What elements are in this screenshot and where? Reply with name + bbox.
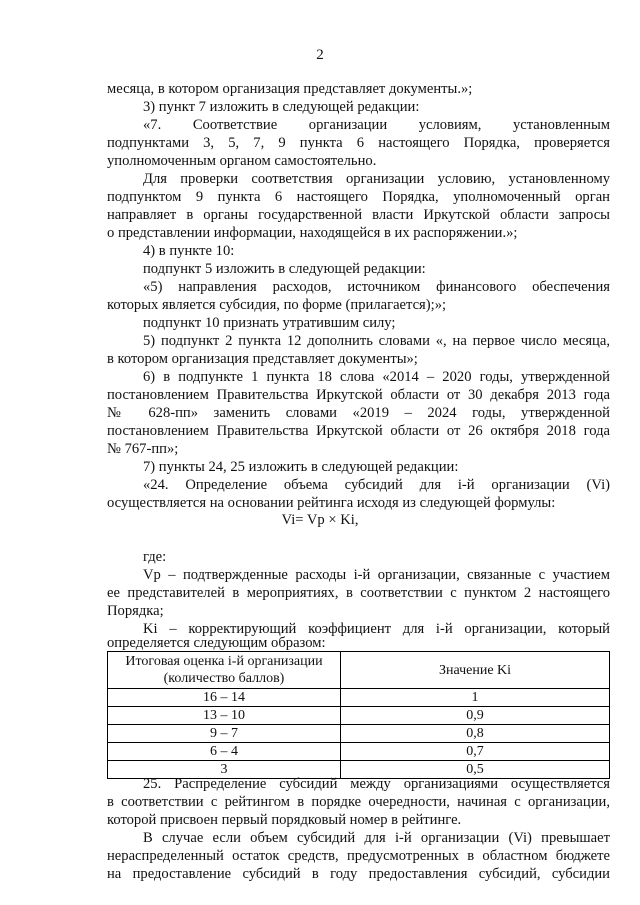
text-line: месяца, в котором организация представляет документы.»;	[107, 81, 473, 97]
table-cell-value: 1	[341, 689, 610, 707]
text-line: № 628-пп» заменить словами «2019 – 2024 годы, утвержденной	[107, 405, 610, 421]
text-line: постановлением Правительства Иркутской области от 26 октября 2018 года	[107, 423, 610, 439]
text-line: подпункт 10 признать утратившим силу;	[143, 315, 396, 331]
text-line: Порядка;	[107, 603, 164, 619]
table-cell-score: 13 – 10	[108, 707, 341, 725]
table-cell-score: 3	[108, 761, 341, 779]
table-cell-value: 0,9	[341, 707, 610, 725]
text-line: которых является субсидия, по форме (прилагается);»;	[107, 297, 447, 313]
table-row	[108, 707, 610, 725]
text-line: 25. Распределение субсидий между организациями осуществляется	[143, 776, 610, 792]
text-line: подпунктами 3, 5, 7, 9 пункта 6 настоящего Порядка, проверяется	[107, 135, 610, 151]
text-line: Для проверки соответствия организации условию, установленному	[143, 171, 610, 187]
coefficient-table	[107, 651, 610, 779]
table-cell-score: 6 – 4	[108, 743, 341, 761]
page-number: 2	[316, 47, 324, 63]
text-line: которой присвоен первый порядковый номер в рейтинге.	[107, 812, 462, 828]
text-line: определяется следующим образом:	[107, 635, 326, 651]
table-cell-value: 0,7	[341, 743, 610, 761]
text-line: 4) в пункте 10:	[143, 243, 235, 259]
text-line: о представлении информации, находящейся в их распоряжении.»;	[107, 225, 518, 241]
text-line: где:	[143, 549, 167, 565]
table-header-score-line1: Итоговая оценка i-й организации	[125, 654, 323, 669]
table-header-score-line2: (количество баллов)	[163, 671, 285, 686]
text-line: 6) в подпункте 1 пункта 18 слова «2014 – 2020 годы, утвержденной	[143, 369, 610, 385]
table-header-value: Значение Ki	[341, 652, 610, 689]
text-line: осуществляется на основании рейтинга исходя из следующей формулы:	[107, 495, 556, 511]
text-line: Ki – корректирующий коэффициент для i-й организации, который	[143, 621, 610, 637]
table-row	[108, 689, 610, 707]
text-line: направляет в органы государственной власти Иркутской области запросы	[107, 207, 610, 223]
text-line: в котором организация представляет документы»;	[107, 351, 418, 367]
text-line: Vp – подтвержденные расходы i-й организации, связанные с участием	[143, 567, 610, 583]
text-line: «24. Определение объема субсидий для i-й организации (Vi)	[143, 477, 610, 493]
text-line: уполномоченным органом самостоятельно.	[107, 153, 377, 169]
text-line: «7. Соответствие организации условиям, установленным	[143, 117, 610, 133]
table-header-score	[108, 652, 341, 689]
text-line: 7) пункты 24, 25 изложить в следующей редакции:	[143, 459, 459, 475]
text-line: ее представителей в мероприятиях, в соответствии с пунктом 2 настоящего	[107, 585, 610, 601]
text-line: подпункт 5 изложить в следующей редакции:	[143, 261, 426, 277]
text-line: подпунктом 9 пункта 6 настоящего Порядка, уполномоченный орган	[107, 189, 610, 205]
table-cell-score: 16 – 14	[108, 689, 341, 707]
formula: Vi= Vp × Ki,	[281, 512, 359, 528]
text-line: в соответствии с рейтингом в порядке очередности, начиная с организации,	[107, 794, 610, 810]
text-line: В случае если объем субсидий для i-й организации (Vi) превышает	[143, 830, 610, 846]
table-row	[108, 725, 610, 743]
text-line: нераспределенный остаток средств, предусмотренных в областном бюджете	[107, 848, 610, 864]
text-line: № 767-пп»;	[107, 441, 179, 457]
table-cell-value: 0,5	[341, 761, 610, 779]
text-line: «5) направления расходов, источником финансового обеспечения	[143, 279, 610, 295]
text-line: на предоставление субсидий в году предоставления субсидий, субсидии	[107, 866, 610, 882]
text-line: 3) пункт 7 изложить в следующей редакции:	[143, 99, 420, 115]
text-line: 5) подпункт 2 пункта 12 дополнить словами «, на первое число месяца,	[143, 333, 610, 349]
table-header-row	[108, 652, 610, 689]
text-line: постановлением Правительства Иркутской области от 30 декабря 2013 года	[107, 387, 610, 403]
table-cell-value: 0,8	[341, 725, 610, 743]
table-cell-score: 9 – 7	[108, 725, 341, 743]
table-row	[108, 743, 610, 761]
